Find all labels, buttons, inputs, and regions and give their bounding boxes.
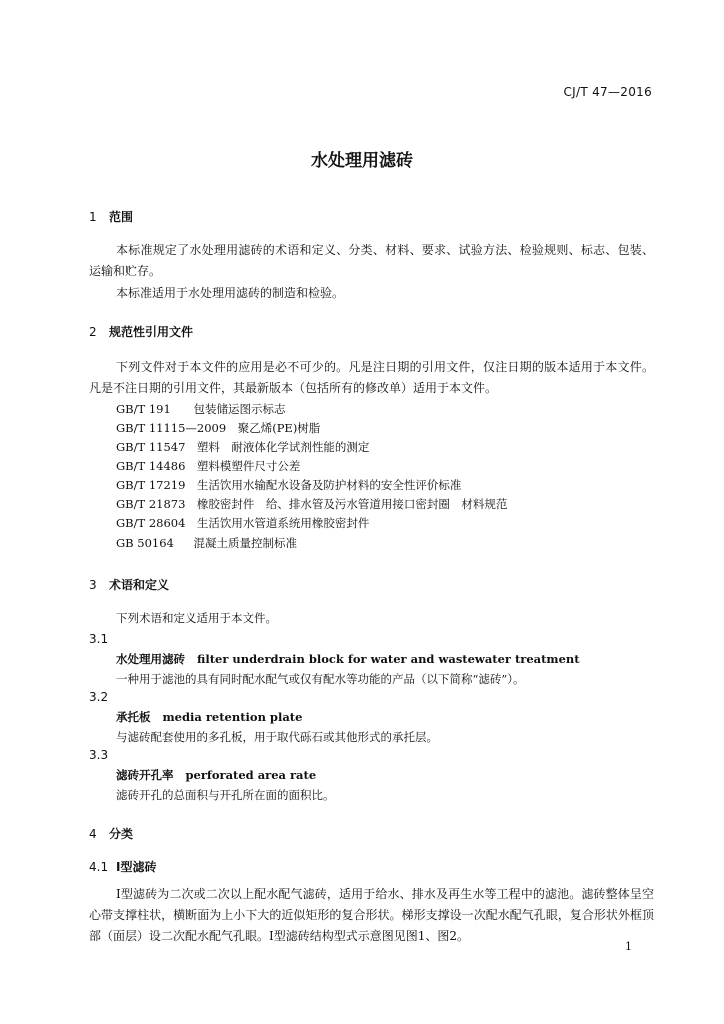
term-definition: 一种用于滤池的具有同时配水配气或仅有配水等功能的产品（以下简称“滤砖”）。 xyxy=(116,672,525,686)
term-heading: 承托板 media retention plate xyxy=(116,710,303,724)
term-heading: 水处理用滤砖 filter underdrain block for water and wastewater treatment xyxy=(116,652,580,666)
reference-item: GB/T 191 包装储运图示标志 xyxy=(116,402,286,416)
reference-item: GB/T 11547 塑料 耐液体化学试剂性能的测定 xyxy=(116,440,370,454)
term-number: 3.2 xyxy=(89,690,109,704)
document-title: 水处理用滤砖 xyxy=(311,151,413,171)
reference-item: GB 50164 混凝土质量控制标准 xyxy=(116,536,297,550)
term-heading: 滤砖开孔率 perforated area rate xyxy=(116,768,317,782)
reference-item: GB/T 17219 生活饮用水输配水设备及防护材料的安全性评价标准 xyxy=(116,478,462,492)
type-1-paragraph: Ⅰ型滤砖为二次或二次以上配水配气滤砖，适用于给水、排水及再生水等工程中的滤池。滤砖整体呈空心带支撑柱状，横断面为上小下大的近似矩形的复合形状。梯形支撑设一次配水配气孔眼，复合形状外框顶部（面层）设二次配水配气孔眼。Ⅰ型滤砖结构型式示意图见图1、图2。 xyxy=(89,887,654,943)
refs-intro-paragraph: 下列文件对于本文件的应用是必不可少的。凡是注日期的引用文件，仅注日期的版本适用于本文件。凡是不注日期的引用文件，其最新版本（包括所有的修改单）适用于本文件。 xyxy=(89,360,654,395)
page-number: 1 xyxy=(625,940,632,953)
reference-item: GB/T 14486 塑料模塑件尺寸公差 xyxy=(116,459,301,473)
scope-paragraph-2: 本标准适用于水处理用滤砖的制造和检验。 xyxy=(116,286,345,300)
section-4-1-heading: 4.1 Ⅰ型滤砖 xyxy=(89,860,157,874)
scope-paragraph-1: 本标准规定了水处理用滤砖的术语和定义、分类、材料、要求、试验方法、检验规则、标志、包装、运输和贮存。 xyxy=(89,243,654,278)
section-2-heading: 2 规范性引用文件 xyxy=(89,325,194,339)
terms-intro: 下列术语和定义适用于本文件。 xyxy=(116,611,277,625)
standard-code: CJ/T 47—2016 xyxy=(563,85,652,99)
term-definition: 滤砖开孔的总面积与开孔所在面的面积比。 xyxy=(116,788,335,802)
section-1-heading: 1 范围 xyxy=(89,210,134,224)
reference-item: GB/T 11115—2009 聚乙烯(PE)树脂 xyxy=(116,421,321,435)
term-number: 3.3 xyxy=(89,748,109,762)
section-3-heading: 3 术语和定义 xyxy=(89,578,170,592)
term-definition: 与滤砖配套使用的多孔板，用于取代砾石或其他形式的承托层。 xyxy=(116,730,438,744)
reference-item: GB/T 28604 生活饮用水管道系统用橡胶密封件 xyxy=(116,516,370,530)
section-4-heading: 4 分类 xyxy=(89,827,134,841)
term-number: 3.1 xyxy=(89,632,109,646)
reference-item: GB/T 21873 橡胶密封件 给、排水管及污水管道用接口密封圈 材料规范 xyxy=(116,497,508,511)
